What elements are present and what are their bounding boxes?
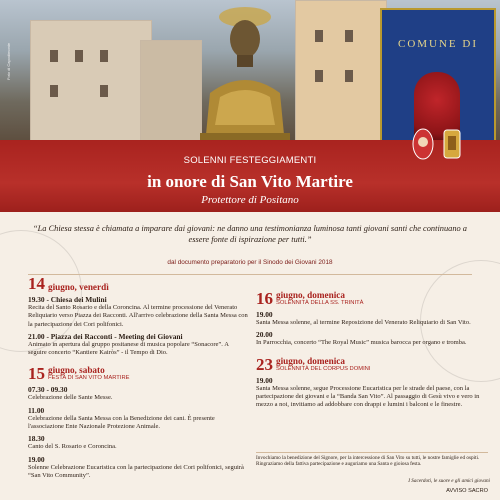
event-text: Solenne Celebrazione Eucaristica con la partecipazione dei Cori polifonici, seguirà “San Vito Community”. [28,463,244,479]
event-time: 21.00 - Piazza dei Racconti - Meeting dei Giovani [28,331,183,341]
day-number: 15 [28,364,45,384]
photo-credit: Foto di Capodimonte [6,42,11,80]
day-label: giugno, domenica [276,355,345,366]
day-number: 23 [256,354,273,374]
day-number: 14 [28,274,45,293]
quote-text: “La Chiesa stessa è chiamata a imparare dai giovani: ne danno una testimonianza luminosa tanti giovani santi che continuano a essere fonte di ispirazione per tutti.” [32,224,467,244]
day-label: giugno, domenica [276,290,345,300]
day-14-header [28,275,248,292]
event-text: Santa Messa solenne, segue Processione Eucaristica per le strade del paese, con la partecipazione dei giovani e la “Banda San Vito”. Al passaggio di Gesù vivo e vero in mezzo a noi, invitiamo ad addobbare con drappi e lumini i balconi e le finestre. [256,384,480,409]
window [100,50,108,62]
window [315,70,323,82]
window [50,85,58,97]
window [50,50,58,62]
band-subtitle: Protettore di Positano [201,194,299,206]
day-16-header [256,290,488,307]
window [315,30,323,42]
window [345,30,353,42]
divider [28,274,472,275]
schedule-right-column [256,290,488,409]
day-23-header [256,356,488,373]
day-15-header [28,365,248,382]
window [75,50,83,62]
banner-text: COMUNE DI [397,38,479,50]
event-text: Recita del Santo Rosario e della Coroncina. Al termine processione del Venerato Reliquiario verso Piazza dei Racconti. All'arrivo celebrazione della Santa Messa con la partecipazione dei Cori polifonici. [28,304,248,328]
event-time: 19.00 [256,310,273,319]
band-title: in onore di San Vito Martire [147,172,353,191]
saint-reliquary-bust [190,5,300,145]
event-text: Animato in apertura dal gruppo positanese di musica popolare “Sonacore”. A seguire concerto “Kantiere Kairòs” - il Tempo di Dio. [28,340,229,357]
day-number: 16 [256,289,273,308]
event-text: In Parrocchia, concerto “The Royal Music” musica barocca per organo e tromba. [256,339,467,347]
avviso-sacro-label: AVVISO SACRO [446,488,488,494]
quote-source: dal documento preparatorio per il Sinodo dei Giovani 2018 [167,259,333,266]
event-time: 19.30 - Chiesa dei Mulini [28,295,107,304]
closing-signature: I Sacerdoti, le suore e gli amici giovani [408,478,490,484]
day-label: giugno, sabato [48,365,105,376]
event-time: 07.30 - 09.30 [28,385,68,395]
event-time: 19.00 [256,375,273,385]
divider [256,452,488,453]
event-text: Canto del S. Rosario e Coroncina. [28,443,117,451]
schedule-left-column [28,275,248,480]
building [295,0,387,142]
event-text: Celebrazione delle Sante Messe. [28,394,113,402]
event-text: Santa Messa solenne, al termine Reposizione del Venerato Reliquiario di San Vito. [256,319,471,326]
window [100,85,108,97]
closing-note: Invochiamo la benedizione del Signore, per la intercessione di San Vito su tutti, le nostre famiglie ed ospiti. Ringraziamo della fattiva partecipazione e auguriamo una Santa e gioiosa festa. [256,455,480,468]
day-subtitle: FESTA DI SAN VITO MARTIRE [48,375,130,382]
event-time: 19.00 [28,454,45,464]
window [345,70,353,82]
day-subtitle: SOLENNITÀ DEL CORPUS DOMINI [276,365,371,372]
day-label: giugno, venerdì [48,282,109,292]
event-time: 18.30 [28,434,45,444]
event-time: 11.00 [28,405,45,415]
building [30,20,152,142]
day-subtitle: SOLENNITÀ DELLA SS. TRINITÀ [276,300,364,306]
event-time: 20.00 [256,330,273,340]
band-line-1: SOLENNI FESTEGGIAMENTI [183,155,317,166]
event-text: Celebrazione della Santa Messa con la Benedizione dei cani. È presente l'associazione Ente Nazionale Protezione Animale. [28,414,215,431]
